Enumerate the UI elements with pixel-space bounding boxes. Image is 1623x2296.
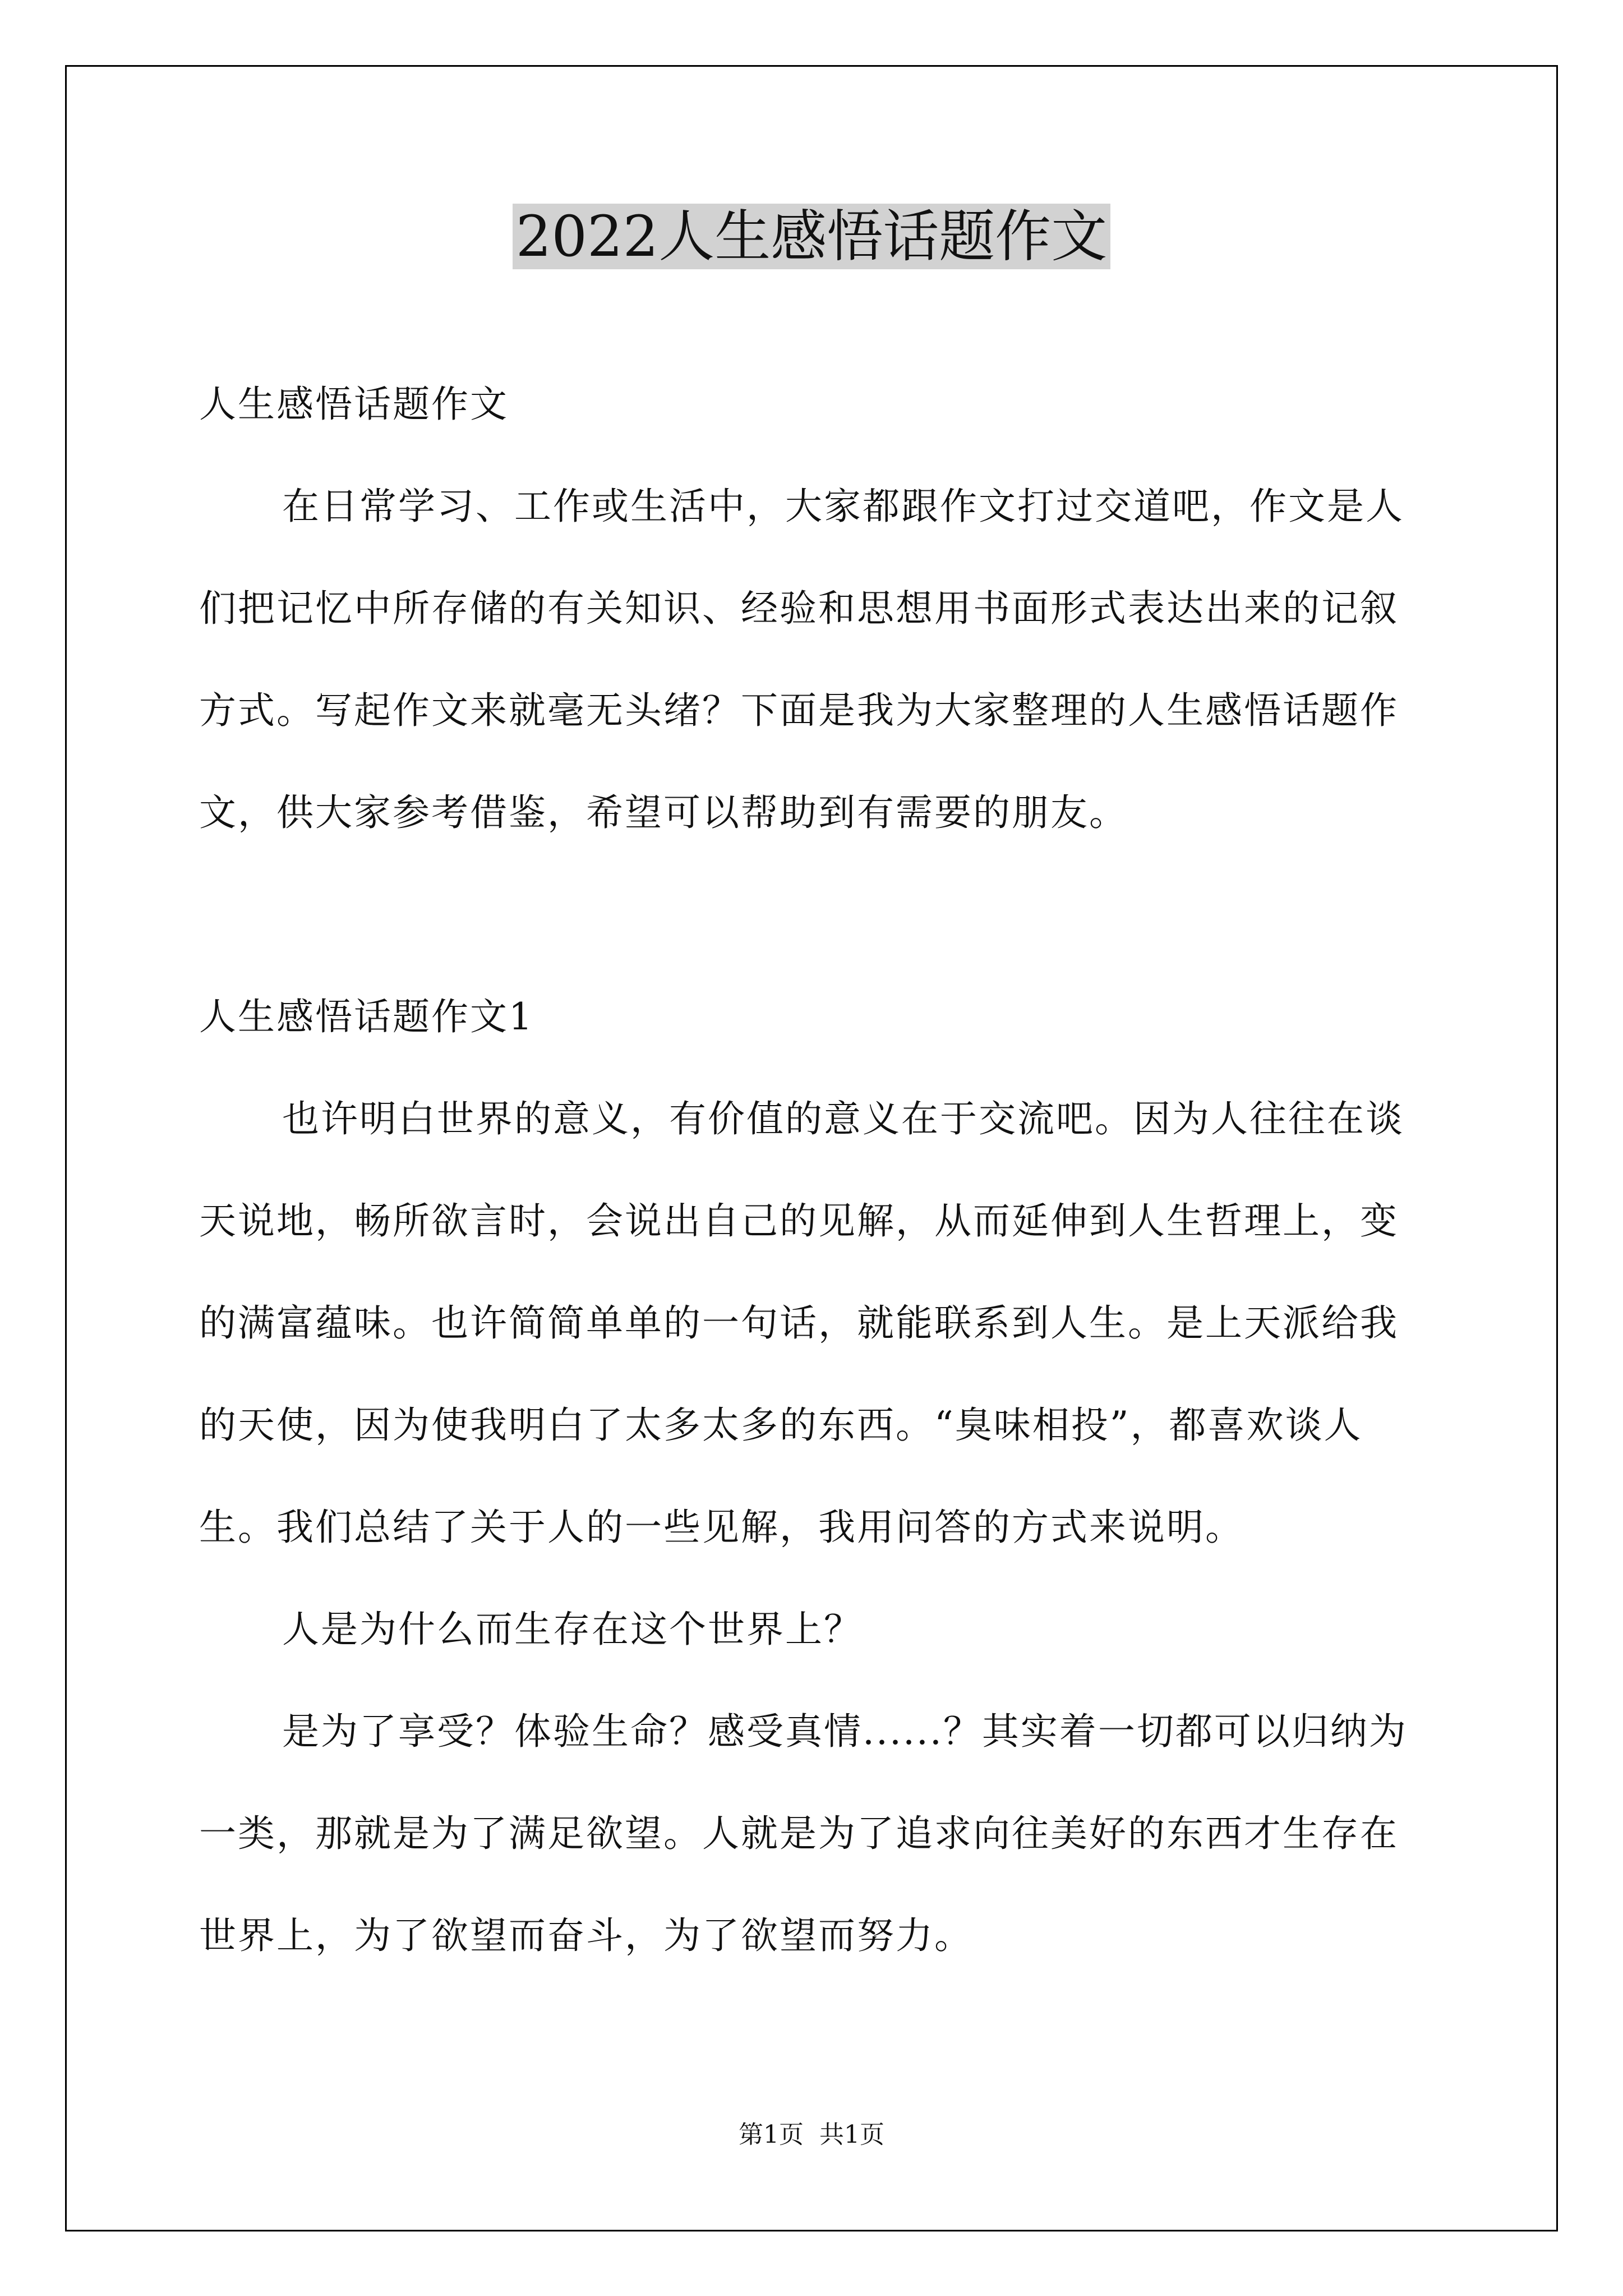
intro-paragraph: 在日常学习、工作或生活中，大家都跟作文打过交道吧，作文是人们把记忆中所存储的有关知识、经验和思想用书面形式表达出来的记叙方式。写起作文来就毫无头绪？下面是我为大家整理的人生感悟话题作文，供大家参考借鉴，希望可以帮助到有需要的朋友。	[199, 485, 1404, 834]
document-title	[0, 199, 1623, 275]
paragraph-gap	[199, 864, 1427, 966]
document-body	[199, 353, 1427, 1987]
essay-1-question: 人是为什么而生存在这个世界上？	[282, 1608, 863, 1651]
essay-1-paragraph-2: 是为了享受？体验生命？感受真情......？其实着一切都可以归纳为一类，那就是为了满足欲望。人就是为了追求向往美好的东西才生存在世界上，为了欲望而奋斗，为了欲望而努力。	[199, 1710, 1408, 1957]
essay-1-heading: 人生感悟话题作文1	[199, 995, 534, 1038]
document-title-text: 2022人生感悟话题作文	[513, 204, 1111, 269]
section-heading: 人生感悟话题作文	[199, 383, 509, 426]
page-footer: 第1页 共1页	[739, 2120, 884, 2149]
essay-1-paragraph-1: 也许明白世界的意义，有价值的意义在于交流吧。因为人往往在谈天说地，畅所欲言时，会说出自己的见解，从而延伸到人生哲理上，变的满富蕴味。也许简简单单的一句话，就能联系到人生。是上天派给我的天使，因为使我明白了太多太多的东西。“臭味相投”，都喜欢谈人生。我们总结了关于人的一些见解，我用问答的方式来说明。	[199, 1097, 1404, 1549]
